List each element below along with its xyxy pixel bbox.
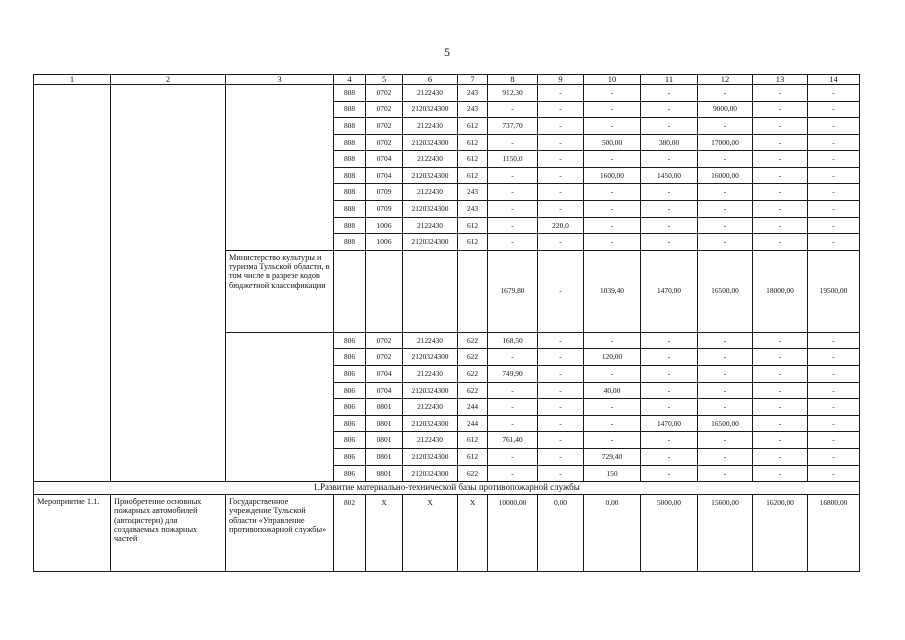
target-article: 2122430 bbox=[403, 84, 458, 101]
ministry-code: 808 bbox=[334, 101, 366, 118]
value-cell: - bbox=[488, 101, 538, 118]
section-code: 0801 bbox=[366, 432, 403, 449]
value-cell: - bbox=[584, 101, 641, 118]
section-code: 0704 bbox=[366, 382, 403, 399]
section-code: 0702 bbox=[366, 84, 403, 101]
executor-cell-empty bbox=[226, 332, 334, 481]
value-cell: - bbox=[488, 234, 538, 251]
value-cell: 912,30 bbox=[488, 84, 538, 101]
value-cell: - bbox=[584, 332, 641, 349]
value-cell: - bbox=[538, 201, 584, 218]
section-code: 0702 bbox=[366, 332, 403, 349]
value-cell: X bbox=[366, 495, 403, 572]
target-article: 2120324300 bbox=[403, 234, 458, 251]
value-cell: - bbox=[808, 151, 860, 168]
section-code: 1006 bbox=[366, 234, 403, 251]
value-cell: - bbox=[753, 101, 808, 118]
value-cell: - bbox=[538, 432, 584, 449]
target-article: 2122430 bbox=[403, 399, 458, 416]
section-code: 0702 bbox=[366, 101, 403, 118]
header-cell: 2 bbox=[111, 75, 226, 85]
empty-cell bbox=[458, 250, 488, 332]
value-cell: - bbox=[641, 465, 698, 482]
value-cell: 380,00 bbox=[641, 134, 698, 151]
expense-type: 612 bbox=[458, 118, 488, 135]
header-cell: 1 bbox=[34, 75, 111, 85]
header-cell: 6 bbox=[403, 75, 458, 85]
value-cell: 500,00 bbox=[584, 134, 641, 151]
target-article: 2120324300 bbox=[403, 465, 458, 482]
value-cell: - bbox=[698, 349, 753, 366]
target-article: 2120324300 bbox=[403, 415, 458, 432]
section-title: 1.Развитие материально-технической базы противопожарной службы bbox=[34, 482, 860, 495]
expense-type: 622 bbox=[458, 349, 488, 366]
value-cell: - bbox=[641, 118, 698, 135]
value-cell: 220,0 bbox=[538, 217, 584, 234]
value-cell: 16800,00 bbox=[808, 495, 860, 572]
ministry-code: 808 bbox=[334, 234, 366, 251]
value-cell: - bbox=[584, 217, 641, 234]
value-cell: - bbox=[538, 382, 584, 399]
value-cell: - bbox=[488, 184, 538, 201]
value-cell: - bbox=[753, 134, 808, 151]
value-cell: - bbox=[753, 118, 808, 135]
value-cell: - bbox=[753, 349, 808, 366]
expense-type: 612 bbox=[458, 151, 488, 168]
ministry-code: 806 bbox=[334, 415, 366, 432]
value-cell: 1470,00 bbox=[641, 415, 698, 432]
value-cell: - bbox=[753, 84, 808, 101]
ministry-code: 808 bbox=[334, 84, 366, 101]
expense-type: 612 bbox=[458, 449, 488, 466]
expense-type: 622 bbox=[458, 332, 488, 349]
value-cell: - bbox=[808, 234, 860, 251]
value-cell: 1470,00 bbox=[641, 250, 698, 332]
value-cell: - bbox=[538, 84, 584, 101]
activity-executor: Государственное учреждение Тульской области «Управление противопожарной службы» bbox=[226, 495, 334, 572]
value-cell: - bbox=[488, 217, 538, 234]
value-cell: - bbox=[488, 201, 538, 218]
value-cell: 18000,00 bbox=[753, 250, 808, 332]
value-cell: - bbox=[538, 332, 584, 349]
value-cell: - bbox=[698, 184, 753, 201]
value-cell: - bbox=[698, 382, 753, 399]
value-cell: - bbox=[753, 465, 808, 482]
value-cell: 1450,00 bbox=[641, 167, 698, 184]
value-cell: 1039,40 bbox=[584, 250, 641, 332]
value-cell: 749,90 bbox=[488, 366, 538, 383]
value-cell: - bbox=[753, 449, 808, 466]
value-cell: - bbox=[488, 349, 538, 366]
ministry-code: 808 bbox=[334, 118, 366, 135]
expense-type: 612 bbox=[458, 432, 488, 449]
value-cell: - bbox=[641, 432, 698, 449]
value-cell: - bbox=[538, 101, 584, 118]
value-cell: - bbox=[698, 465, 753, 482]
header-cell: 14 bbox=[808, 75, 860, 85]
activity-label: Мероприятие 1.1. bbox=[34, 495, 111, 572]
value-cell: - bbox=[808, 84, 860, 101]
description-cell-empty bbox=[111, 84, 226, 481]
value-cell: - bbox=[698, 217, 753, 234]
value-cell: 729,40 bbox=[584, 449, 641, 466]
empty-cell bbox=[334, 250, 366, 332]
value-cell: 1679,80 bbox=[488, 250, 538, 332]
expense-type: 612 bbox=[458, 217, 488, 234]
expense-type: 244 bbox=[458, 399, 488, 416]
table-row bbox=[34, 84, 860, 101]
value-cell: - bbox=[753, 184, 808, 201]
header-cell: 11 bbox=[641, 75, 698, 85]
value-cell: - bbox=[584, 366, 641, 383]
value-cell: - bbox=[488, 382, 538, 399]
value-cell: - bbox=[641, 151, 698, 168]
section-code: 0702 bbox=[366, 349, 403, 366]
value-cell: - bbox=[584, 184, 641, 201]
section-code: 1006 bbox=[366, 217, 403, 234]
ministry-code: 806 bbox=[334, 366, 366, 383]
section-code: 0801 bbox=[366, 465, 403, 482]
expense-type: 243 bbox=[458, 201, 488, 218]
value-cell: - bbox=[641, 201, 698, 218]
target-article: 2122430 bbox=[403, 151, 458, 168]
header-cell: 13 bbox=[753, 75, 808, 85]
value-cell: - bbox=[753, 151, 808, 168]
value-cell: - bbox=[753, 201, 808, 218]
expense-type: 622 bbox=[458, 366, 488, 383]
value-cell: - bbox=[808, 201, 860, 218]
value-cell: - bbox=[641, 101, 698, 118]
value-cell: 168,50 bbox=[488, 332, 538, 349]
expense-type: 243 bbox=[458, 184, 488, 201]
value-cell: - bbox=[641, 234, 698, 251]
value-cell: 1150,0 bbox=[488, 151, 538, 168]
value-cell: 19500,00 bbox=[808, 250, 860, 332]
value-cell: - bbox=[753, 234, 808, 251]
expense-type: 622 bbox=[458, 382, 488, 399]
value-cell: 16500,00 bbox=[698, 415, 753, 432]
value-cell: - bbox=[698, 84, 753, 101]
value-cell: - bbox=[488, 167, 538, 184]
value-cell: - bbox=[641, 217, 698, 234]
ministry-code: 806 bbox=[334, 332, 366, 349]
activity-row bbox=[34, 495, 860, 572]
value-cell: - bbox=[538, 167, 584, 184]
value-cell: - bbox=[641, 349, 698, 366]
expense-type: 612 bbox=[458, 167, 488, 184]
value-cell: - bbox=[753, 217, 808, 234]
value-cell: - bbox=[641, 184, 698, 201]
expense-type: 612 bbox=[458, 134, 488, 151]
value-cell: - bbox=[641, 382, 698, 399]
value-cell: - bbox=[538, 134, 584, 151]
value-cell: - bbox=[538, 366, 584, 383]
value-cell: - bbox=[538, 449, 584, 466]
section-code: 0801 bbox=[366, 449, 403, 466]
value-cell: 0,00 bbox=[584, 495, 641, 572]
section-row bbox=[34, 482, 860, 495]
value-cell: - bbox=[808, 134, 860, 151]
value-cell: - bbox=[808, 449, 860, 466]
value-cell: - bbox=[584, 234, 641, 251]
value-cell: - bbox=[808, 465, 860, 482]
value-cell: - bbox=[584, 84, 641, 101]
target-article: 2122430 bbox=[403, 332, 458, 349]
section-code: 0801 bbox=[366, 399, 403, 416]
value-cell: - bbox=[753, 167, 808, 184]
header-cell: 10 bbox=[584, 75, 641, 85]
header-cell: 8 bbox=[488, 75, 538, 85]
target-article: 2122430 bbox=[403, 366, 458, 383]
value-cell: - bbox=[753, 415, 808, 432]
target-article: 2122430 bbox=[403, 432, 458, 449]
section-code: 0704 bbox=[366, 167, 403, 184]
section-code: 0702 bbox=[366, 118, 403, 135]
value-cell: - bbox=[538, 465, 584, 482]
ministry-code: 806 bbox=[334, 432, 366, 449]
target-article: 2120324300 bbox=[403, 349, 458, 366]
value-cell: 16000,00 bbox=[698, 167, 753, 184]
column-number-row bbox=[34, 75, 860, 85]
value-cell: - bbox=[584, 415, 641, 432]
ministry-name: Министерство культуры и туризма Тульской области, в том числе в разрезе кодов бюджетной классификации bbox=[226, 250, 334, 332]
value-cell: - bbox=[488, 399, 538, 416]
value-cell: - bbox=[698, 449, 753, 466]
value-cell: - bbox=[538, 415, 584, 432]
value-cell: 15600,00 bbox=[698, 495, 753, 572]
value-cell: - bbox=[584, 432, 641, 449]
value-cell: - bbox=[698, 234, 753, 251]
value-cell: - bbox=[641, 366, 698, 383]
value-cell: 16500,00 bbox=[698, 250, 753, 332]
header-cell: 7 bbox=[458, 75, 488, 85]
ministry-code: 808 bbox=[334, 134, 366, 151]
target-article: 2120324300 bbox=[403, 167, 458, 184]
value-cell: - bbox=[488, 449, 538, 466]
target-article: 2122430 bbox=[403, 118, 458, 135]
ministry-code: 806 bbox=[334, 449, 366, 466]
value-cell: - bbox=[808, 382, 860, 399]
ministry-code: 806 bbox=[334, 399, 366, 416]
value-cell: - bbox=[808, 118, 860, 135]
page-number: 5 bbox=[444, 45, 450, 59]
value-cell: 17000,00 bbox=[698, 134, 753, 151]
target-article: 2122430 bbox=[403, 184, 458, 201]
header-cell: 5 bbox=[366, 75, 403, 85]
ministry-code: 808 bbox=[334, 201, 366, 218]
value-cell: - bbox=[698, 118, 753, 135]
value-cell: - bbox=[538, 234, 584, 251]
section-code: 0709 bbox=[366, 201, 403, 218]
value-cell: - bbox=[808, 167, 860, 184]
value-cell: - bbox=[698, 432, 753, 449]
header-cell: 12 bbox=[698, 75, 753, 85]
value-cell: 150 bbox=[584, 465, 641, 482]
ministry-code: 808 bbox=[334, 184, 366, 201]
value-cell: - bbox=[641, 449, 698, 466]
value-cell: 0,00 bbox=[538, 495, 584, 572]
value-cell: - bbox=[808, 184, 860, 201]
value-cell: - bbox=[753, 332, 808, 349]
value-cell: X bbox=[403, 495, 458, 572]
value-cell: - bbox=[538, 399, 584, 416]
target-article: 2120324300 bbox=[403, 101, 458, 118]
empty-cell bbox=[403, 250, 458, 332]
header-cell: 9 bbox=[538, 75, 584, 85]
value-cell: - bbox=[538, 151, 584, 168]
value-cell: - bbox=[538, 349, 584, 366]
value-cell: - bbox=[584, 151, 641, 168]
expense-type: 243 bbox=[458, 84, 488, 101]
ministry-code: 808 bbox=[334, 167, 366, 184]
header-cell: 4 bbox=[334, 75, 366, 85]
value-cell: - bbox=[488, 465, 538, 482]
value-cell: 9000,00 bbox=[698, 101, 753, 118]
value-cell: - bbox=[538, 184, 584, 201]
value-cell: - bbox=[584, 118, 641, 135]
ministry-code: 808 bbox=[334, 217, 366, 234]
value-cell: - bbox=[538, 250, 584, 332]
section-code: 0702 bbox=[366, 134, 403, 151]
value-cell: 761,40 bbox=[488, 432, 538, 449]
ministry-code: 808 bbox=[334, 151, 366, 168]
target-article: 2120324300 bbox=[403, 382, 458, 399]
value-cell: - bbox=[808, 349, 860, 366]
expense-type: 612 bbox=[458, 234, 488, 251]
expense-type: 622 bbox=[458, 465, 488, 482]
target-article: 2120324300 bbox=[403, 134, 458, 151]
value-cell: - bbox=[753, 366, 808, 383]
value-cell: 10000,00 bbox=[488, 495, 538, 572]
value-cell: 737,70 bbox=[488, 118, 538, 135]
value-cell: 16200,00 bbox=[753, 495, 808, 572]
value-cell: 802 bbox=[334, 495, 366, 572]
section-code: 0704 bbox=[366, 366, 403, 383]
value-cell: - bbox=[808, 399, 860, 416]
empty-cell bbox=[366, 250, 403, 332]
value-cell: X bbox=[458, 495, 488, 572]
value-cell: - bbox=[753, 432, 808, 449]
value-cell: - bbox=[584, 399, 641, 416]
target-article: 2120324300 bbox=[403, 201, 458, 218]
expense-type: 244 bbox=[458, 415, 488, 432]
value-cell: - bbox=[808, 415, 860, 432]
value-cell: - bbox=[698, 399, 753, 416]
ministry-code: 806 bbox=[334, 465, 366, 482]
value-cell: - bbox=[808, 101, 860, 118]
value-cell: - bbox=[584, 201, 641, 218]
value-cell: 40,00 bbox=[584, 382, 641, 399]
value-cell: - bbox=[698, 151, 753, 168]
value-cell: - bbox=[698, 201, 753, 218]
activity-description: Приобретение основных пожарных автомобилей (автоцистерн) для создаваемых пожарных частей bbox=[111, 495, 226, 572]
value-cell: - bbox=[753, 382, 808, 399]
section-code: 0801 bbox=[366, 415, 403, 432]
expense-type: 243 bbox=[458, 101, 488, 118]
executor-cell-empty bbox=[226, 84, 334, 250]
section-code: 0709 bbox=[366, 184, 403, 201]
value-cell: - bbox=[641, 84, 698, 101]
ministry-code: 806 bbox=[334, 382, 366, 399]
value-cell: - bbox=[808, 366, 860, 383]
value-cell: 5000,00 bbox=[641, 495, 698, 572]
value-cell: - bbox=[488, 134, 538, 151]
value-cell: - bbox=[698, 332, 753, 349]
value-cell: - bbox=[808, 432, 860, 449]
value-cell: - bbox=[641, 399, 698, 416]
value-cell: - bbox=[641, 332, 698, 349]
value-cell: - bbox=[488, 415, 538, 432]
value-cell: - bbox=[538, 118, 584, 135]
ministry-code: 806 bbox=[334, 349, 366, 366]
target-article: 2120324300 bbox=[403, 449, 458, 466]
value-cell: 1600,00 bbox=[584, 167, 641, 184]
value-cell: - bbox=[753, 399, 808, 416]
value-cell: - bbox=[808, 332, 860, 349]
target-article: 2122430 bbox=[403, 217, 458, 234]
header-cell: 3 bbox=[226, 75, 334, 85]
value-cell: - bbox=[808, 217, 860, 234]
value-cell: - bbox=[698, 366, 753, 383]
section-code: 0704 bbox=[366, 151, 403, 168]
value-cell: 120,00 bbox=[584, 349, 641, 366]
activity-cell-empty bbox=[34, 84, 111, 481]
budget-table bbox=[33, 74, 860, 572]
